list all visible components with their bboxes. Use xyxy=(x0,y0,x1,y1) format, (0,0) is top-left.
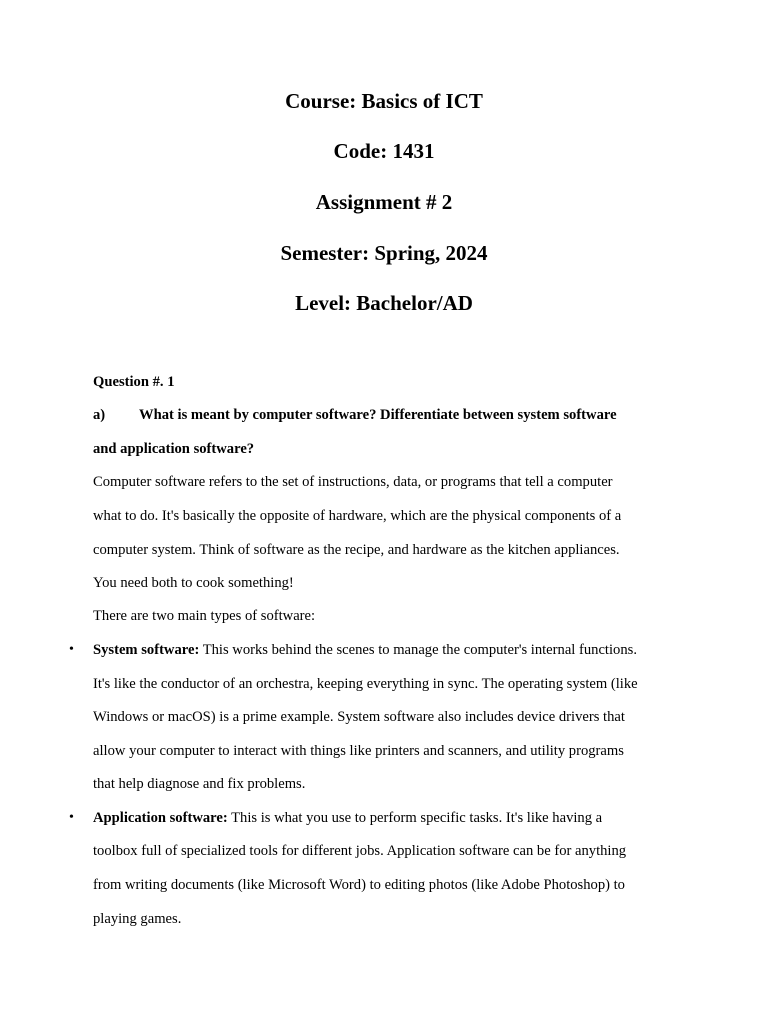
list-item-text: This is what you use to perform specific tasks. It's like having a xyxy=(227,810,603,826)
question-title: Question #. 1 xyxy=(93,374,175,390)
list-item-system-software xyxy=(93,641,693,659)
list-item-line: It's like the conductor of an orchestra, keeping everything in sync. The operating system (like xyxy=(93,676,638,692)
list-item-line: allow your computer to interact with things like printers and scanners, and utility programs xyxy=(93,743,624,759)
course-title: Course: Basics of ICT xyxy=(285,89,483,113)
list-item-line: Windows or macOS) is a prime example. System software also includes device drivers that xyxy=(93,709,625,725)
list-item-text: This works behind the scenes to manage the computer's internal functions. xyxy=(199,642,637,658)
bullet-icon: • xyxy=(69,810,74,825)
list-item-application-software xyxy=(93,809,693,827)
list-item-term: Application software: xyxy=(93,810,228,826)
list-item-line: toolbox full of specialized tools for different jobs. Application software can be for anything xyxy=(93,843,627,859)
question-part-text-continued: and application software? xyxy=(93,441,255,457)
course-code: Code: 1431 xyxy=(333,139,435,163)
list-item-line: that help diagnose and fix problems. xyxy=(93,776,306,792)
semester: Semester: Spring, 2024 xyxy=(280,241,488,265)
list-item-line: playing games. xyxy=(93,911,182,927)
bullet-icon: • xyxy=(69,642,74,657)
list-item-term: System software: xyxy=(93,642,200,658)
intro-line: There are two main types of software: xyxy=(93,608,316,624)
intro-line: Computer software refers to the set of instructions, data, or programs that tell a computer xyxy=(93,474,613,490)
list-item-line: from writing documents (like Microsoft Word) to editing photos (like Adobe Photoshop) to xyxy=(93,877,625,893)
intro-line: You need both to cook something! xyxy=(93,575,294,591)
intro-line: what to do. It's basically the opposite of hardware, which are the physical components of a xyxy=(93,508,622,524)
level: Level: Bachelor/AD xyxy=(295,291,473,315)
question-part-text: What is meant by computer software? Differentiate between system software xyxy=(139,407,617,423)
intro-line: computer system. Think of software as the recipe, and hardware as the kitchen appliances. xyxy=(93,542,620,558)
question-part-label: a) xyxy=(93,407,106,423)
assignment-number: Assignment # 2 xyxy=(315,190,453,214)
